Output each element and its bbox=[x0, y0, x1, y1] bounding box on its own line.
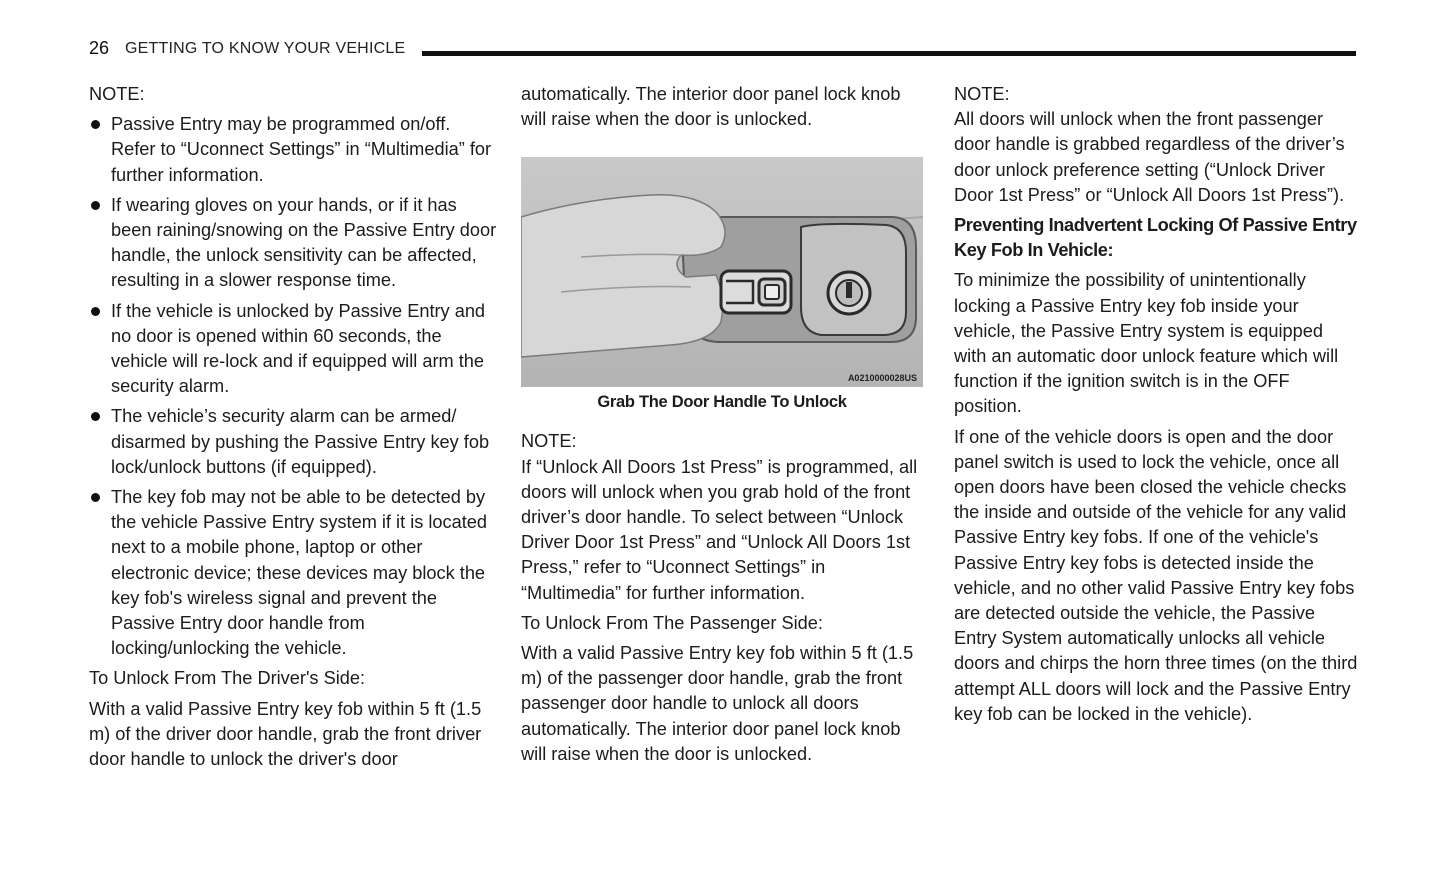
body-paragraph: With a valid Passive Entry key fob within 5 ft (1.5 m) of the driver door handle, grab the front driver door handle to unlock the driver's door bbox=[89, 698, 482, 770]
section-subheading: Preventing Inadvertent Locking Of Passive Entry Key Fob In Vehicle: bbox=[954, 215, 1357, 261]
list-item: If the vehicle is unlocked by Passive Entry and no door is opened within 60 seconds, the vehicle will re-lock and if equipped will arm the security alarm. bbox=[89, 299, 499, 400]
page-number: 26 bbox=[89, 38, 110, 58]
column-1 bbox=[89, 82, 499, 777]
bullet-icon bbox=[91, 120, 100, 129]
body-paragraph: With a valid Passive Entry key fob within 5 ft (1.5 m) of the passenger door handle, grab the front passenger door handle to unlock all doors automatically. The interior door panel lock knob will raise when the door is unlocked. bbox=[521, 643, 914, 764]
page-header bbox=[89, 38, 1356, 64]
column-2 bbox=[521, 82, 923, 772]
list-item: Passive Entry may be programmed on/off. Refer to “Uconnect Settings” in “Multimedia” for further information. bbox=[89, 112, 499, 188]
image-code: A0210000028US bbox=[847, 373, 917, 384]
note-heading: NOTE: bbox=[89, 84, 145, 104]
door-handle-illustration bbox=[521, 157, 923, 387]
note-heading: NOTE: bbox=[954, 84, 1010, 104]
bullet-icon bbox=[91, 493, 100, 502]
chapter-title: GETTING TO KNOW YOUR VEHICLE bbox=[125, 40, 406, 57]
note-heading: NOTE: bbox=[521, 431, 577, 452]
body-paragraph: If one of the vehicle doors is open and the door panel switch is used to lock the vehicle, once all open doors have been closed the vehicle checks the inside and outside of the vehicle for any valid Passive Entry key fobs. If one of the vehicle's Passive Entry key fobs is detected inside the vehicle, and no other valid Passive Entry key fobs are detected outside the vehicle, the Passive Entry System automatically unlocks all vehicle doors and chirps the horn three times (on the third attempt ALL doors will lock and the Passive Entry key fob can be locked in the vehicle). bbox=[954, 426, 1358, 724]
list-item: The key fob may not be able to be detected by the vehicle Passive Entry system if it is located next to a mobile phone, laptop or other electronic device; these devices may block the key fob's wireless signal and prevent the Passive Entry door handle from locking/unlocking the vehicle. bbox=[89, 485, 499, 661]
section-subheading: To Unlock From The Driver's Side: bbox=[89, 668, 366, 689]
door-handle-figure bbox=[521, 157, 923, 413]
continued-paragraph: automatically. The interior door panel lock knob will raise when the door is unlocked. bbox=[521, 84, 901, 130]
list-item: The vehicle’s security alarm can be armed/ disarmed by pushing the Passive Entry key fob lock/unlock buttons (if equipped). bbox=[89, 404, 499, 480]
note-text: All doors will unlock when the front passenger door handle is grabbed regardless of the driver’s door unlock preference setting (“Unlock Driver Door 1st Press” or “Unlock All Doors 1st Press”). bbox=[954, 109, 1345, 205]
section-subheading: To Unlock From The Passenger Side: bbox=[521, 612, 823, 633]
column-3 bbox=[954, 82, 1359, 732]
header-rule bbox=[422, 51, 1356, 56]
body-paragraph: To minimize the possibility of unintentionally locking a Passive Entry key fob inside your vehicle, the Passive Entry system is equipped with an automatic door unlock feature which will function if the ignition switch is in the OFF position. bbox=[954, 270, 1339, 417]
bullet-list bbox=[89, 112, 499, 661]
bullet-icon bbox=[91, 201, 100, 210]
note-text: If “Unlock All Doors 1st Press” is programmed, all doors will unlock when you grab hold of the front driver’s door handle. To select between “Unlock Driver Door 1st Press” and “Unlock All Doors 1st Press,” refer to “Uconnect Settings” in “Multimedia” for further information. bbox=[521, 456, 918, 603]
list-item: If wearing gloves on your hands, or if it has been raining/snowing on the Passive Entry door handle, the unlock sensitivity can be affected, resulting in a slower response time. bbox=[89, 193, 499, 294]
bullet-icon bbox=[91, 307, 100, 316]
bullet-icon bbox=[91, 412, 100, 421]
figure-caption: Grab The Door Handle To Unlock bbox=[597, 393, 847, 412]
